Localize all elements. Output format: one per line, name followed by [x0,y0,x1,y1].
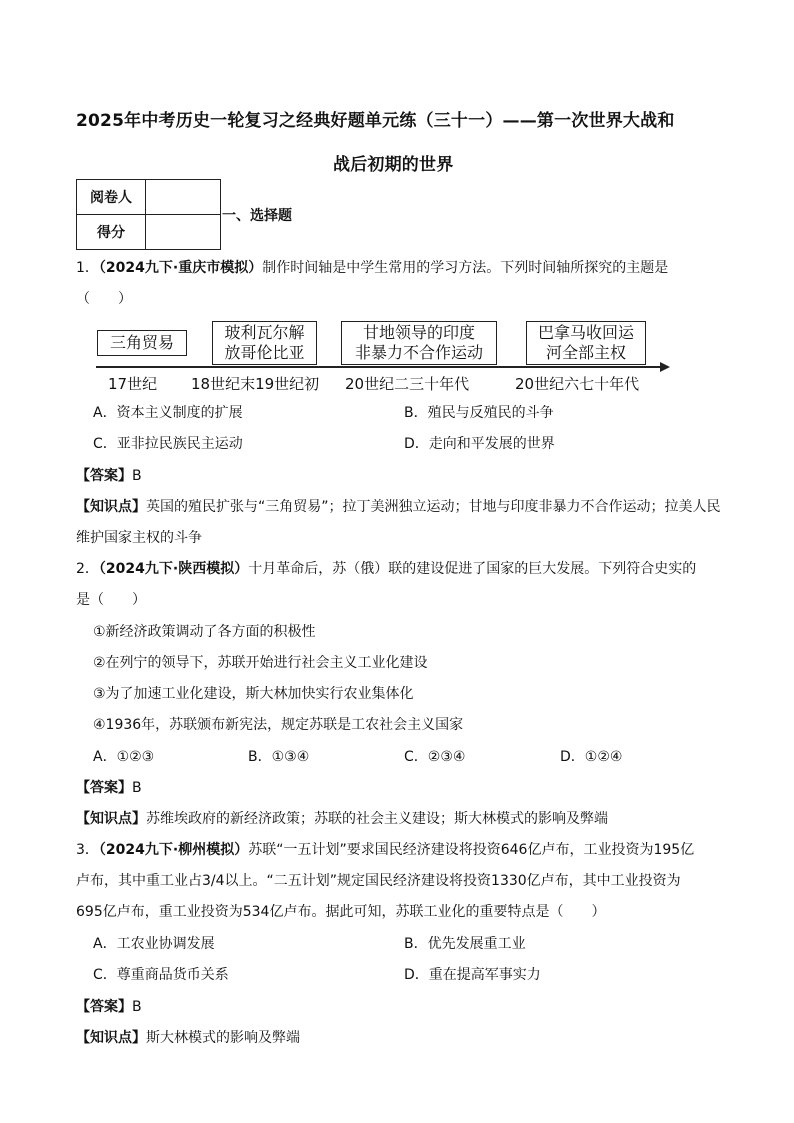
option-a: A．工农业协调发展 [93,936,215,952]
question-number: 3． [76,842,99,858]
reviewer-label: 阅卷人 [77,180,146,215]
knowledge-point-tag: 【知识点】 [76,811,146,827]
answer [76,778,142,798]
question-text: 制作时间轴是中学生常用的学习方法。下列时间轴所探究的主题是 [262,260,669,276]
question-3-stem-cont: 695亿卢布，重工业投资为534亿卢布。据此可知，苏联工业化的重要特点是（ ） [76,904,606,920]
timeline-event-box [97,330,187,356]
score-label: 得分 [77,215,146,250]
answer-tag: 【答案】 [76,780,132,796]
option-d: D．①②④ [560,749,623,765]
knowledge-point-cont: 维护国家主权的斗争 [76,530,202,546]
timeline-event-text: 巴拿马收回运 [537,323,634,342]
timeline-axis [96,366,662,368]
question-2-stem [76,559,696,579]
timeline-event-text: 放哥伦比亚 [224,343,305,362]
question-1-stem-cont: （ ） [76,291,132,307]
statement-item: ②在列宁的领导下，苏联开始进行社会主义工业化建设 [93,655,428,671]
option-a: A．①②③ [93,749,155,765]
option-d: D．走向和平发展的世界 [404,436,555,452]
question-source: （2024九下·柳州模拟） [98,842,249,858]
timeline-label: 18世纪末19世纪初 [191,375,320,393]
option-c: C．②③④ [404,749,466,765]
option-d: D．重在提高军事实力 [404,967,541,983]
option-a: A．资本主义制度的扩展 [93,405,243,421]
timeline-event-text: 河全部主权 [545,343,626,362]
doc-title-line2: 战后初期的世界 [333,155,454,175]
knowledge-point [76,1028,300,1048]
question-source: （2024九下·陕西模拟） [98,561,249,577]
answer-value: B [132,780,142,796]
knowledge-point [76,809,608,829]
question-text: 十月革命后，苏（俄）联的建设促进了国家的巨大发展。下列符合史实的 [248,561,697,577]
question-1-stem [76,258,668,278]
doc-title-line1: 2025年中考历史一轮复习之经典好题单元练（三十一）——第一次世界大战和 [76,111,675,131]
statement-item: ④1936年，苏联颁布新宪法，规定苏联是工农社会主义国家 [93,717,464,733]
statement-item: ①新经济政策调动了各方面的积极性 [93,624,316,640]
answer [76,466,142,486]
score-table [76,179,221,250]
section-heading: 一、选择题 [222,208,292,224]
answer-value: B [132,999,142,1015]
question-source: （2024九下·重庆市模拟） [98,260,263,276]
statement-item: ③为了加速工业化建设，斯大林加快实行农业集体化 [93,686,414,702]
timeline-event-box [526,321,646,365]
knowledge-point [76,497,721,517]
timeline-label: 17世纪 [108,375,158,393]
option-b: B．①③④ [248,749,310,765]
knowledge-point-text: 斯大林模式的影响及弊端 [146,1030,300,1046]
timeline-event-box [341,321,497,365]
option-b: B．殖民与反殖民的斗争 [404,405,554,421]
knowledge-point-text: 苏维埃政府的新经济政策；苏联的社会主义建设；斯大林模式的影响及弊端 [146,811,608,827]
option-c: C．亚非拉民族民主运动 [93,436,243,452]
timeline-event-box [212,321,317,365]
question-3-stem [76,840,694,860]
question-number: 1． [76,260,99,276]
knowledge-point-text: 英国的殖民扩张与“三角贸易”；拉丁美洲独立运动；甘地与印度非暴力不合作运动；拉美人民 [146,499,721,515]
answer-value: B [132,468,142,484]
reviewer-cell [146,180,221,215]
question-3-stem-cont: 卢布，其中重工业占3/4以上。“二五计划”规定国民经济建设将投资1330亿卢布，其中工业投资为 [76,873,681,889]
timeline-arrow-icon [660,362,670,372]
answer-tag: 【答案】 [76,468,132,484]
score-cell [146,215,221,250]
question-text: 苏联“一五计划”要求国民经济建设将投资646亿卢布，工业投资为195亿 [248,842,695,858]
answer [76,997,142,1017]
option-b: B．优先发展重工业 [404,936,526,952]
timeline-event-text: 非暴力不合作运动 [354,343,483,362]
timeline-label: 20世纪二三十年代 [345,375,470,393]
option-c: C．尊重商品货币关系 [93,967,229,983]
timeline-event-text: 甘地领导的印度 [362,323,475,342]
knowledge-point-tag: 【知识点】 [76,499,146,515]
question-number: 2． [76,561,99,577]
question-2-stem-cont: 是（ ） [76,592,146,608]
answer-tag: 【答案】 [76,999,132,1015]
timeline-label: 20世纪六七十年代 [515,375,640,393]
timeline-event-text: 玻利瓦尔解 [224,323,305,342]
timeline-event-text: 三角贸易 [109,333,174,352]
knowledge-point-tag: 【知识点】 [76,1030,146,1046]
